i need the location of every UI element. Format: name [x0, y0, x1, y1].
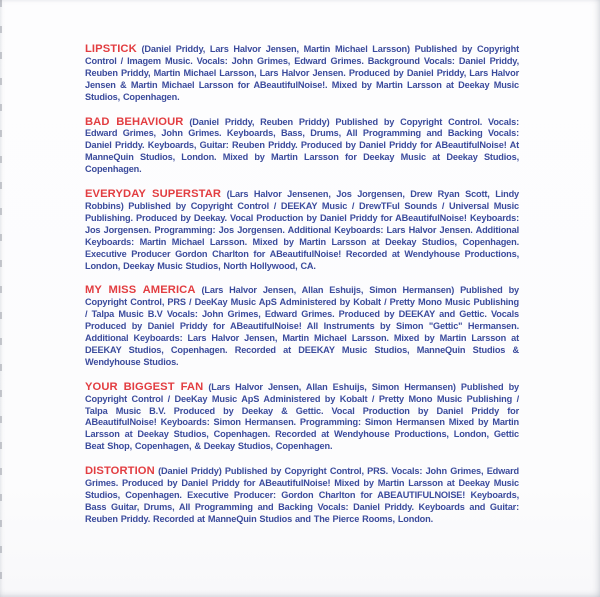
track-credits-lipstick [85, 44, 519, 104]
track-title: DISTORTION [85, 465, 155, 478]
track-title: EVERYDAY SUPERSTAR [85, 188, 222, 201]
track-credits-distortion [85, 466, 519, 526]
track-credit-text: (Daniel Priddy, Reuben Priddy) Published by Copyright Control. Vocals: Edward Grimes, John Grimes. Keyboards, Bass, Drums, All Programming and Backing Vocals: Daniel Priddy. Keyboards, Guitar: Reuben Priddy. Produced by Daniel Priddy for ABeautifulNoise! At ManneQuin Studios, London. Mixed by Martin Larsson for Deekay Music at Deekay Studios, Copenhagen. [85, 116, 519, 175]
track-title: MY MISS AMERICA [85, 284, 196, 297]
track-title: LIPSTICK [85, 43, 137, 55]
track-credits-your-biggest-fan [85, 382, 519, 453]
track-title: BAD BEHAVIOUR [85, 115, 184, 128]
track-credits-bad-behaviour [85, 117, 519, 177]
track-credit-text: (Lars Halvor Jensenen, Jos Jorgensen, Drew Ryan Scott, Lindy Robbins) Published by Copyright Control / DEEKAY Music / DrewTFul Sounds / Universal Music Publishing. Produced by Deekay. Vocal Production by Daniel Priddy for ABeautifulNoise! Keyboards: Jos Jorgensen. Programming: Jos Jorgensen. Additional Keyboards: Lars Halvor Jensen. Additional Keyboards: Martin Michael Larsson. Mixed by Martin Larsson at Deekay Studios, Copenhagen. Executive Producer Gordon Charlton for ABeautifulNoise! Recorded at Wendyhouse Productions, London, Deekay Music Studios, North Hollywood, CA. [85, 189, 519, 271]
track-credit-text: (Daniel Priddy, Lars Halvor Jensen, Martin Michael Larsson) Published by Copyright Control / Imagem Music. Vocals: John Grimes, Edward Grimes. Background Vocals: Daniel Priddy, Reuben Priddy, Martin Michael Larsson, Lars Halvor Jensen. Produced by Daniel Priddy, Lars Halvor Jensen & Martin Michael Larsson for ABeautifulNoise!. Mixed by Martin Larsson at Deekay Music Studios, Copenhagen. [85, 44, 519, 102]
track-credits-everyday-superstar [85, 189, 519, 272]
track-credit-text: (Lars Halvor Jensen, Allan Eshuijs, Simon Hermansen) Published by Copyright Control, PRS / DeeKay Music ApS Administered by Kobalt / Pretty Mono Music Publishing / Talpa Music B.V Vocals: John Grimes, Edward Grimes. Produced by DEEKAY and Gettic. Vocals Produced by Daniel Priddy for ABeautifulNoise! All Instruments by Simon "Gettic" Hermansen. Additional Keyboards: Lars Halvor Jensen, Martin Michael Larsson. Mixed by Martin Larsson at DEEKAY Studios, Copenhagen. Recorded at DEEKAY Music Studios, ManneQuin Studios & Wendyhouse Studios. [85, 285, 519, 367]
credits-block [85, 44, 519, 539]
track-title: YOUR BIGGEST FAN [85, 380, 204, 393]
track-credit-text: (Daniel Priddy) Published by Copyright Control, PRS. Vocals: John Grimes, Edward Grimes. Produced by Daniel Priddy for ABeautifulNoise! Mixed by Martin Larsson at Deekay Music Studios, Copenhagen. Executive Producer: Gordon Charlton for ABEAUTIFULNOISE! Keyboards, Bass Guitar, Drums, All Programming and Backing Vocals: Daniel Priddy. Keyboards and Guitar: Reuben Priddy. Recorded at ManneQuin Studios and The Pierce Rooms, London. [85, 466, 519, 524]
scan-edge-artifact [0, 0, 2, 597]
track-credit-text: (Lars Halvor Jensen, Allan Eshuijs, Simon Hermansen) Published by Copyright Control / DeeKay Music ApS Administered by Kobalt / Pretty Mono Music Publishing / Talpa Music B.V. Produced by Deekay & Gettic. Vocal Production by Daniel Priddy for ABeautifulNoise! Keyboards: Simon Hermansen. Programming: Simon Hermansen Mixed by Martin Larsson at Deekay Studios, Copenhagen. Recorded at Wendyhouse Productions, London, Gettic Beat Shop, Copenhagen, & Deekay Studios, Copenhagen. [85, 381, 519, 452]
track-credits-my-miss-america [85, 285, 519, 368]
